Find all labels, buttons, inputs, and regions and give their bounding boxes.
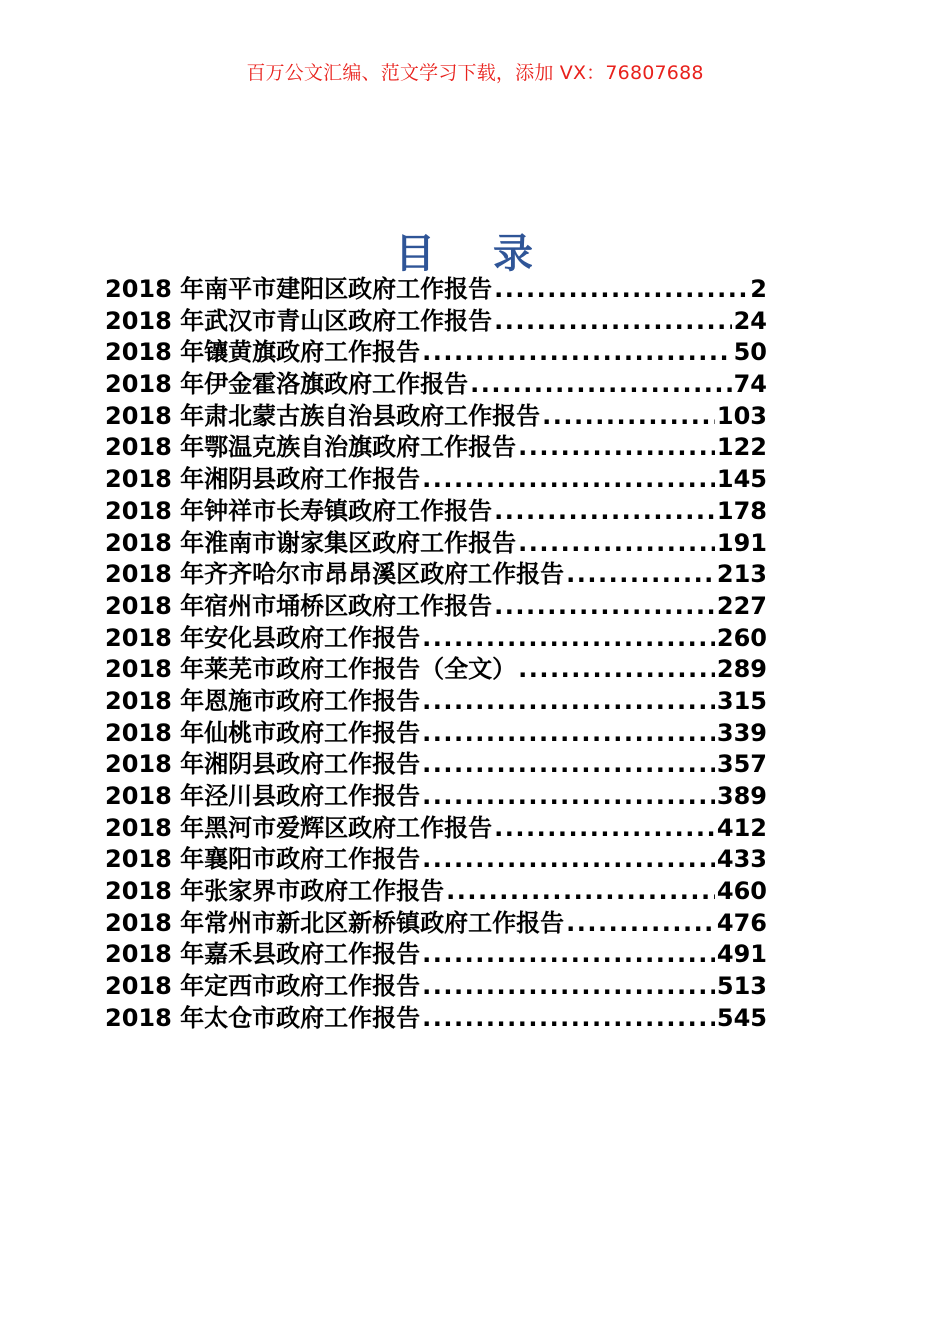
toc-entry-page-number: 513 <box>716 972 767 1001</box>
toc-entry-title: 2018 年常州市新北区新桥镇政府工作报告 <box>105 908 565 937</box>
toc-entry-title: 2018 年泾川县政府工作报告 <box>105 782 421 810</box>
toc-entry-title: 2018 年太仓市政府工作报告 <box>105 1003 421 1032</box>
toc-entry[interactable] <box>105 496 767 528</box>
toc-entry[interactable] <box>105 369 767 401</box>
toc-entry-page-number: 103 <box>716 401 767 430</box>
toc-entry-title: 2018 年宿州市埇桥区政府工作报告 <box>105 591 493 620</box>
toc-entry-title: 2018 年襄阳市政府工作报告 <box>105 845 421 874</box>
toc-entry[interactable] <box>105 844 767 876</box>
toc-entry[interactable] <box>105 559 767 591</box>
toc-entry[interactable] <box>105 876 767 908</box>
toc-entry-title: 2018 年湘阴县政府工作报告 <box>105 465 421 494</box>
toc-entry[interactable] <box>105 401 767 433</box>
toc-entry-page-number: 2 <box>750 275 767 303</box>
toc-entry-title: 2018 年莱芜市政府工作报告（全文） <box>105 655 517 684</box>
toc-entry-page-number: 260 <box>716 623 767 652</box>
toc-dot-leader <box>494 591 715 623</box>
toc-entry-page-number: 357 <box>716 750 767 779</box>
toc-entry-page-number: 339 <box>716 718 767 747</box>
toc-entry-title: 2018 年淮南市谢家集区政府工作报告 <box>105 528 517 557</box>
toc-entry-title: 2018 年张家界市政府工作报告 <box>105 877 445 906</box>
toc-entry-page-number: 315 <box>716 686 767 715</box>
toc-entry-title: 2018 年伊金霍洛旗政府工作报告 <box>105 370 469 399</box>
toc-entry-title: 2018 年仙桃市政府工作报告 <box>105 718 421 747</box>
header-watermark-note: 百万公文汇编、范文学习下载，添加 VX：76807688 <box>246 62 704 84</box>
toc-entry[interactable] <box>105 686 767 718</box>
toc-dot-leader <box>518 432 715 464</box>
toc-dot-leader <box>446 876 715 908</box>
toc-entry[interactable] <box>105 464 767 496</box>
toc-entry-page-number: 433 <box>716 845 767 874</box>
toc-dot-leader <box>422 844 715 876</box>
toc-entry-page-number: 476 <box>716 908 767 937</box>
toc-entry-page-number: 145 <box>716 465 767 494</box>
toc-dot-leader <box>518 654 715 686</box>
toc-entry[interactable] <box>105 749 767 781</box>
toc-dot-leader <box>566 908 715 940</box>
toc-dot-leader <box>422 749 715 781</box>
toc-entry[interactable] <box>105 591 767 623</box>
toc-entry-page-number: 178 <box>716 496 767 525</box>
toc-entry-page-number: 491 <box>716 940 767 969</box>
toc-list <box>105 274 767 1035</box>
toc-entry-title: 2018 年鄂温克族自治旗政府工作报告 <box>105 433 517 462</box>
toc-entry-title: 2018 年湘阴县政府工作报告 <box>105 750 421 779</box>
toc-entry-page-number: 545 <box>716 1003 767 1032</box>
toc-title: 目 录 <box>395 230 555 277</box>
toc-dot-leader <box>542 401 715 433</box>
toc-dot-leader <box>518 528 715 560</box>
toc-dot-leader <box>422 623 715 655</box>
toc-entry-page-number: 122 <box>716 433 767 462</box>
toc-entry-title: 2018 年武汉市青山区政府工作报告 <box>105 306 493 335</box>
toc-dot-leader <box>422 718 715 750</box>
toc-entry[interactable] <box>105 654 767 686</box>
toc-entry-title: 2018 年安化县政府工作报告 <box>105 623 421 652</box>
toc-entry-title: 2018 年南平市建阳区政府工作报告 <box>105 275 493 303</box>
toc-dot-leader <box>422 337 731 369</box>
toc-entry[interactable] <box>105 337 767 369</box>
toc-dot-leader <box>422 464 715 496</box>
toc-entry-title: 2018 年恩施市政府工作报告 <box>105 686 421 715</box>
toc-dot-leader <box>470 369 731 401</box>
toc-entry-title: 2018 年嘉禾县政府工作报告 <box>105 940 421 969</box>
toc-dot-leader <box>494 496 715 528</box>
toc-entry[interactable] <box>105 908 767 940</box>
toc-dot-leader <box>422 686 715 718</box>
toc-entry-title: 2018 年镶黄旗政府工作报告 <box>105 338 421 367</box>
toc-dot-leader <box>422 939 715 971</box>
toc-entry[interactable] <box>105 971 767 1003</box>
toc-entry-page-number: 24 <box>733 306 767 335</box>
toc-entry-page-number: 389 <box>716 782 767 810</box>
toc-entry[interactable] <box>105 718 767 750</box>
toc-entry-title: 2018 年齐齐哈尔市昂昂溪区政府工作报告 <box>105 560 565 589</box>
toc-entry[interactable] <box>105 306 767 338</box>
toc-entry[interactable] <box>105 1003 767 1035</box>
toc-dot-leader <box>422 1003 715 1035</box>
toc-dot-leader <box>494 274 748 306</box>
toc-entry[interactable] <box>105 781 767 813</box>
toc-entry[interactable] <box>105 432 767 464</box>
toc-entry-page-number: 227 <box>716 591 767 620</box>
toc-entry-page-number: 213 <box>716 560 767 589</box>
toc-entry-title: 2018 年定西市政府工作报告 <box>105 972 421 1001</box>
toc-entry[interactable] <box>105 813 767 845</box>
toc-entry-page-number: 74 <box>733 370 767 399</box>
toc-entry-page-number: 412 <box>716 813 767 842</box>
toc-entry-page-number: 50 <box>733 338 767 367</box>
toc-entry[interactable] <box>105 939 767 971</box>
toc-entry-title: 2018 年肃北蒙古族自治县政府工作报告 <box>105 401 541 430</box>
toc-dot-leader <box>566 559 715 591</box>
toc-entry[interactable] <box>105 274 767 306</box>
toc-entry-page-number: 460 <box>716 877 767 906</box>
toc-entry[interactable] <box>105 528 767 560</box>
toc-entry-title: 2018 年黑河市爱辉区政府工作报告 <box>105 813 493 842</box>
toc-entry-title: 2018 年钟祥市长寿镇政府工作报告 <box>105 496 493 525</box>
toc-entry-page-number: 191 <box>716 528 767 557</box>
toc-entry-page-number: 289 <box>716 655 767 684</box>
toc-dot-leader <box>494 813 715 845</box>
toc-dot-leader <box>422 781 715 813</box>
toc-dot-leader <box>494 306 731 338</box>
toc-entry[interactable] <box>105 623 767 655</box>
toc-dot-leader <box>422 971 715 1003</box>
